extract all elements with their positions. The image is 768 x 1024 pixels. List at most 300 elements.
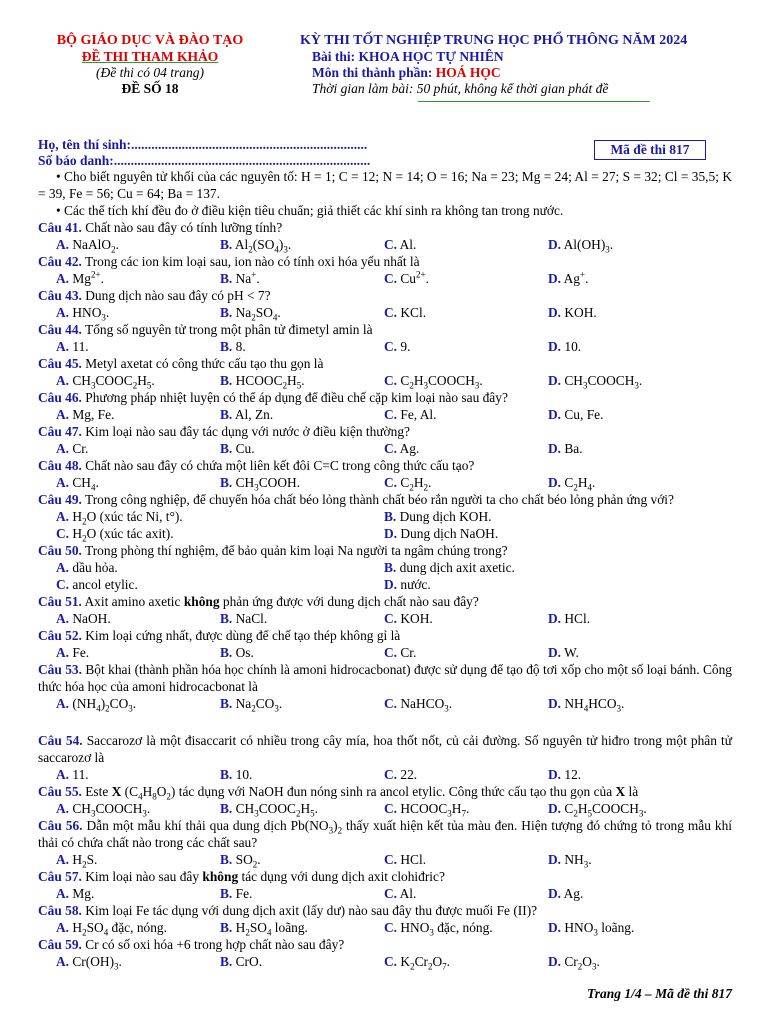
option-text: 8. xyxy=(232,339,246,354)
option-letter: B. xyxy=(220,475,233,490)
question-text: Este X $(C_4H_8O_2)$ tác dụng với NaOH đun nóng sinh ra ancol etylic. Công thức cấu tạo thu gọn của X là xyxy=(81,784,639,802)
answer-option xyxy=(56,695,220,712)
question xyxy=(38,936,732,970)
option-letter: C. xyxy=(384,441,398,456)
option-text: $CH_3COOCH_3$. xyxy=(561,373,643,391)
candidate-info xyxy=(38,137,370,169)
question-stem xyxy=(38,593,732,610)
option-text: $CH_4$. xyxy=(69,475,99,493)
option-letter: B. xyxy=(384,560,397,575)
answer-option xyxy=(548,406,712,423)
answer-option xyxy=(384,766,548,783)
answer-options xyxy=(38,851,732,868)
answer-option xyxy=(220,406,384,423)
option-text: Fe, Al. xyxy=(397,407,437,422)
answer-option xyxy=(548,372,712,389)
question-number: Câu 47. xyxy=(38,424,82,439)
answer-option xyxy=(220,695,384,712)
exam-subject xyxy=(300,65,750,81)
option-text: $Mg^{2+}$. xyxy=(69,269,104,286)
question-number: Câu 42. xyxy=(38,254,82,269)
answer-option xyxy=(56,440,220,457)
answer-option xyxy=(548,338,712,355)
answer-option xyxy=(220,885,384,902)
answer-option xyxy=(220,474,384,491)
option-text: Dung dịch NaOH. xyxy=(397,526,499,541)
question-number: Câu 54. xyxy=(38,733,83,748)
option-letter: D. xyxy=(384,526,398,541)
question xyxy=(38,732,732,783)
answer-option xyxy=(56,559,384,576)
answer-option xyxy=(384,610,548,627)
option-letter: C. xyxy=(384,339,398,354)
answer-option xyxy=(220,440,384,457)
option-letter: C. xyxy=(384,475,398,490)
answer-option xyxy=(220,270,384,287)
answer-option xyxy=(220,236,384,253)
answer-option xyxy=(220,304,384,321)
option-text: ancol etylic. xyxy=(69,577,138,592)
option-text: Al. xyxy=(397,237,417,252)
question xyxy=(38,627,732,661)
option-letter: C. xyxy=(384,611,398,626)
option-text: Na+. xyxy=(232,269,260,286)
option-text: 11. xyxy=(69,767,89,782)
option-text: $H_2O$ (xúc tác axit). xyxy=(69,526,174,544)
option-letter: A. xyxy=(56,852,70,867)
question-stem xyxy=(38,542,732,559)
question-text: Dẫn một mẫu khí thải qua dung dịch $Pb(NO_3)_2$ thấy xuất hiện kết tủa màu đen. Hiện tượng đó chứng tỏ trong mẫu khí thải có chứa chất nào trong các chất sau? xyxy=(38,818,732,850)
option-text: Dung dịch KOH. xyxy=(396,509,492,524)
answer-option xyxy=(548,440,712,457)
option-letter: A. xyxy=(56,373,70,388)
answer-options xyxy=(38,270,732,287)
question-stem xyxy=(38,389,732,406)
question-number: Câu 57. xyxy=(38,869,82,884)
option-letter: D. xyxy=(548,475,562,490)
question-stem xyxy=(38,457,732,474)
answer-option xyxy=(384,304,548,321)
question-text: Axit amino axetic không phản ứng được với dung dịch chất nào sau đây? xyxy=(81,594,479,609)
option-text: $Na_2SO_4$. xyxy=(232,305,281,323)
option-text: $HNO_3$. xyxy=(69,305,110,323)
option-letter: C. xyxy=(384,954,398,969)
option-letter: C. xyxy=(384,920,398,935)
question-number: Câu 49. xyxy=(38,492,82,507)
option-letter: B. xyxy=(220,645,233,660)
answer-option xyxy=(220,372,384,389)
answer-option xyxy=(56,766,220,783)
question-stem xyxy=(38,423,732,440)
question-text: Bột khai (thành phần hóa học chính là amoni hidrocacbonat) được sử dụng để tạo độ tơi xốp cho một số loại bánh. Công thức hóa học của amoni hidrocacbonat là xyxy=(38,662,733,694)
option-text: $H_2O$ (xúc tác Ni, t°). xyxy=(69,509,183,527)
option-letter: C. xyxy=(384,237,398,252)
candidate-id-field: Số báo danh:............................................................................ xyxy=(38,153,371,168)
option-letter: D. xyxy=(384,577,398,592)
option-letter: A. xyxy=(56,954,70,969)
pages-note: (Đề thi có 04 trang) xyxy=(96,65,204,80)
answer-option xyxy=(220,338,384,355)
answer-option xyxy=(56,644,220,661)
question xyxy=(38,868,732,902)
option-text: Os. xyxy=(232,645,254,660)
option-text: $K_2Cr_2O_7$. xyxy=(397,954,450,972)
question-text: Phương pháp nhiệt luyện có thể áp dụng để điều chế cặp kim loại nào sau đây? xyxy=(81,390,508,405)
question-text: Trong công nghiệp, để chuyển hóa chất béo lỏng thành chất béo rắn người ta cho chất béo lỏng phản ứng với? xyxy=(81,492,674,507)
conditions-note: • Các thể tích khí đều đo ở điều kiện tiêu chuẩn; giả thiết các khí sinh ra không tan trong nước. xyxy=(56,203,564,218)
answer-option xyxy=(548,644,712,661)
answer-option xyxy=(384,559,712,576)
question-stem xyxy=(38,491,732,508)
option-letter: B. xyxy=(220,373,233,388)
option-letter: A. xyxy=(56,560,70,575)
answer-option xyxy=(220,800,384,817)
question xyxy=(38,491,732,542)
question xyxy=(38,542,732,593)
answer-option xyxy=(384,953,548,970)
answer-options xyxy=(38,919,732,936)
option-letter: B. xyxy=(220,339,233,354)
answer-option xyxy=(384,644,548,661)
question-stem xyxy=(38,817,732,851)
question xyxy=(38,457,732,491)
option-letter: C. xyxy=(384,373,398,388)
exam-section: Bài thi: KHOA HỌC TỰ NHIÊN xyxy=(312,49,504,64)
question xyxy=(38,661,732,712)
option-letter: D. xyxy=(548,920,562,935)
answer-option xyxy=(384,576,712,593)
spacer xyxy=(38,712,732,732)
question xyxy=(38,253,732,287)
answer-options xyxy=(38,508,732,542)
answer-option xyxy=(548,766,712,783)
option-letter: C. xyxy=(384,696,398,711)
answer-option xyxy=(56,953,220,970)
question-stem xyxy=(38,355,732,372)
option-text: $C_2H_3COOCH_3$. xyxy=(397,373,483,391)
answer-option xyxy=(384,236,548,253)
option-text: Ag. xyxy=(397,441,420,456)
option-letter: A. xyxy=(56,920,70,935)
option-letter: B. xyxy=(220,920,233,935)
question xyxy=(38,355,732,389)
option-text: NaOH. xyxy=(69,611,111,626)
option-text: $CH_3COOCH_3$. xyxy=(69,801,151,819)
option-text: $NH_3$. xyxy=(561,852,592,870)
question-text: Cr có số oxi hóa +6 trong hợp chất nào sau đây? xyxy=(81,937,345,952)
option-letter: D. xyxy=(548,611,562,626)
option-text: CrO. xyxy=(232,954,263,969)
question-text: Dung dịch nào sau đây có pH < 7? xyxy=(81,288,271,303)
option-letter: B. xyxy=(384,509,397,524)
ministry-name: BỘ GIÁO DỤC VÀ ĐÀO TẠO xyxy=(56,33,244,48)
option-text: $Cu^{2+}$. xyxy=(397,269,429,286)
option-letter: C. xyxy=(56,526,70,541)
option-text: $Al_2(SO_4)_3$. xyxy=(232,237,292,255)
option-text: $Cr(OH)_3$. xyxy=(69,954,122,972)
option-letter: C. xyxy=(56,577,70,592)
option-letter: D. xyxy=(548,886,562,901)
option-text: $CH_3COOH$. xyxy=(232,475,301,493)
option-letter: A. xyxy=(56,611,70,626)
question xyxy=(38,783,732,817)
header-right xyxy=(300,33,750,97)
option-text: Ag. xyxy=(561,886,584,901)
option-text: dung dịch axit axetic. xyxy=(396,560,515,575)
option-text: Cu, Fe. xyxy=(561,407,604,422)
question xyxy=(38,817,732,868)
question-text: Tổng số nguyên tử trong một phân tử đimetyl amin là xyxy=(81,322,373,337)
option-letter: C. xyxy=(384,852,398,867)
question-stem xyxy=(38,253,732,270)
option-letter: B. xyxy=(220,852,233,867)
option-letter: B. xyxy=(220,801,233,816)
option-letter: B. xyxy=(220,305,233,320)
answer-option xyxy=(384,372,548,389)
question-number: Câu 56. xyxy=(38,818,83,833)
option-letter: C. xyxy=(384,305,398,320)
option-text: KOH. xyxy=(561,305,597,320)
question-stem xyxy=(38,287,732,304)
question-text: Saccarozơ là một đisaccarit có nhiều trong cây mía, hoa thốt nốt, củ cải đường. Số nguyên tử hiđro trong một phân tử saccarozơ là xyxy=(38,733,732,765)
option-text: $Al(OH)_3$. xyxy=(561,237,614,255)
option-letter: A. xyxy=(56,305,70,320)
option-text: HCl. xyxy=(397,852,427,867)
answer-option xyxy=(56,610,220,627)
answer-option xyxy=(384,851,548,868)
option-text: 22. xyxy=(397,767,418,782)
option-letter: D. xyxy=(548,645,562,660)
answer-option xyxy=(56,270,220,287)
option-text: 10. xyxy=(232,767,253,782)
option-text: $Na_2CO_3$. xyxy=(232,696,283,714)
exam-code-box: Mã đề thi 817 xyxy=(594,140,706,160)
option-letter: B. xyxy=(220,767,233,782)
option-text: KOH. xyxy=(397,611,433,626)
answer-option xyxy=(548,304,712,321)
question-text: Chất nào sau đây có chứa một liên kết đôi C=C trong công thức cấu tạo? xyxy=(81,458,475,473)
option-letter: B. xyxy=(220,886,233,901)
option-letter: B. xyxy=(220,237,233,252)
option-letter: A. xyxy=(56,441,70,456)
exam-body xyxy=(38,168,732,970)
option-text: $HNO_3$ loãng. xyxy=(561,920,635,938)
option-text: Cr. xyxy=(397,645,417,660)
exam-title: KỲ THI TỐT NGHIỆP TRUNG HỌC PHỔ THÔNG NĂM 2024 xyxy=(300,33,688,48)
option-text: Fe. xyxy=(69,645,90,660)
option-text: $H_2SO_4$ đặc, nóng. xyxy=(69,920,167,938)
answer-option xyxy=(56,525,384,542)
option-text: Al. xyxy=(397,886,417,901)
option-letter: A. xyxy=(56,339,70,354)
answer-options xyxy=(38,338,732,355)
option-text: 12. xyxy=(561,767,582,782)
answer-option xyxy=(384,508,712,525)
question-number: Câu 43. xyxy=(38,288,82,303)
option-text: $C_2H_4$. xyxy=(561,475,596,493)
option-letter: D. xyxy=(548,305,562,320)
option-letter: B. xyxy=(220,611,233,626)
option-letter: C. xyxy=(384,271,398,286)
question-number: Câu 59. xyxy=(38,937,82,952)
option-letter: A. xyxy=(56,801,70,816)
question-number: Câu 41. xyxy=(38,220,82,235)
question-text: Kim loại nào sau đây không tác dụng với dung dịch axit clohiđric? xyxy=(81,869,445,884)
answer-option xyxy=(384,474,548,491)
answer-options xyxy=(38,474,732,491)
option-text: Mg, Fe. xyxy=(69,407,115,422)
question-stem xyxy=(38,321,732,338)
answer-option xyxy=(548,800,712,817)
answer-option xyxy=(548,885,712,902)
subject-label: Môn thi thành phần: xyxy=(312,65,433,80)
option-letter: D. xyxy=(548,407,562,422)
option-letter: B. xyxy=(220,407,233,422)
option-letter: A. xyxy=(56,237,70,252)
answer-options xyxy=(38,440,732,457)
option-letter: D. xyxy=(548,801,562,816)
answer-options xyxy=(38,885,732,902)
answer-option xyxy=(56,800,220,817)
answer-options xyxy=(38,953,732,970)
option-letter: A. xyxy=(56,271,70,286)
question-number: Câu 45. xyxy=(38,356,82,371)
answer-options xyxy=(38,695,732,712)
answer-option xyxy=(56,919,220,936)
answer-option xyxy=(548,610,712,627)
answer-option xyxy=(220,953,384,970)
option-text: $H_2SO_4$ loãng. xyxy=(232,920,308,938)
option-letter: A. xyxy=(56,407,70,422)
question-text: Kim loại Fe tác dụng với dung dịch axit (lấy dư) nào sau đây thu được muối Fe (II)? xyxy=(81,903,538,918)
option-text: $H_2S$. xyxy=(69,852,98,870)
answer-options xyxy=(38,236,732,253)
answer-option xyxy=(56,851,220,868)
question-number: Câu 53. xyxy=(38,662,82,677)
question-stem xyxy=(38,732,732,766)
answer-options xyxy=(38,644,732,661)
option-text: $(NH_4)_2CO_3$. xyxy=(69,696,137,714)
answer-option xyxy=(384,338,548,355)
question-stem xyxy=(38,661,732,695)
answer-option xyxy=(220,610,384,627)
question-number: Câu 48. xyxy=(38,458,82,473)
question-stem xyxy=(38,627,732,644)
answer-option xyxy=(548,851,712,868)
answer-options xyxy=(38,559,732,593)
answer-options xyxy=(38,372,732,389)
question-text: Kim loại nào sau đây tác dụng với nước ở điều kiện thường? xyxy=(81,424,410,439)
reference-label: ĐỀ THI THAM KHẢO xyxy=(81,49,219,64)
page-footer: Trang 1/4 – Mã đề thi 817 xyxy=(586,986,732,1001)
question-number: Câu 51. xyxy=(38,594,82,609)
answer-option xyxy=(384,919,548,936)
option-text: Ag+. xyxy=(561,269,589,286)
option-letter: D. xyxy=(548,852,562,867)
option-text: $CH_3COOC_2H_5$. xyxy=(69,373,155,391)
option-text: Mg. xyxy=(69,886,95,901)
answer-option xyxy=(56,406,220,423)
header-divider xyxy=(418,101,650,102)
answer-option xyxy=(384,525,712,542)
answer-option xyxy=(56,372,220,389)
answer-options xyxy=(38,610,732,627)
option-letter: C. xyxy=(384,886,398,901)
answer-option xyxy=(384,800,548,817)
question-stem xyxy=(38,868,732,885)
answer-option xyxy=(384,406,548,423)
question xyxy=(38,423,732,457)
option-letter: C. xyxy=(384,767,398,782)
option-text: $C_2H_2$. xyxy=(397,475,432,493)
option-letter: D. xyxy=(548,271,562,286)
option-text: $HCOOC_3H_7$. xyxy=(397,801,470,819)
option-text: Ba. xyxy=(561,441,583,456)
option-text: $SO_2$. xyxy=(232,852,261,870)
answer-option xyxy=(384,885,548,902)
option-letter: D. xyxy=(548,767,562,782)
question xyxy=(38,389,732,423)
option-letter: D. xyxy=(548,696,562,711)
option-letter: B. xyxy=(220,441,233,456)
option-letter: B. xyxy=(220,954,233,969)
question-text: Metyl axetat có công thức cấu tạo thu gọn là xyxy=(81,356,324,371)
answer-option xyxy=(548,474,712,491)
option-text: $NH_4HCO_3$. xyxy=(561,696,625,714)
answer-option xyxy=(220,766,384,783)
option-letter: A. xyxy=(56,767,70,782)
question xyxy=(38,219,732,253)
option-text: nước. xyxy=(397,577,431,592)
answer-option xyxy=(56,474,220,491)
option-text: HCl. xyxy=(561,611,591,626)
answer-option xyxy=(56,576,384,593)
option-text: Cu. xyxy=(232,441,255,456)
question-number: Câu 44. xyxy=(38,322,82,337)
question-stem xyxy=(38,219,732,236)
question-stem xyxy=(38,783,732,800)
option-text: Al, Zn. xyxy=(232,407,274,422)
atomic-mass-note: • Cho biết nguyên tử khối của các nguyên tố: H = 1; C = 12; N = 14; O = 16; Na = 23; Mg = 24; Al = 27; S = 32; Cl = 35,5; K = 39, Fe = 56; Cu = 64; Ba = 137. xyxy=(38,169,732,201)
question-text: Trong phòng thí nghiệm, để bảo quản kim loại Na người ta ngâm chúng trong? xyxy=(81,543,508,558)
answer-option xyxy=(56,236,220,253)
option-text: Fe. xyxy=(232,886,253,901)
option-text: KCl. xyxy=(397,305,427,320)
option-letter: A. xyxy=(56,696,70,711)
question-number: Câu 50. xyxy=(38,543,82,558)
question-list xyxy=(38,219,732,970)
question xyxy=(38,902,732,936)
answer-option xyxy=(548,953,712,970)
option-text: dầu hỏa. xyxy=(69,560,118,575)
answer-option xyxy=(56,885,220,902)
answer-option xyxy=(548,236,712,253)
answer-option xyxy=(384,270,548,287)
answer-option xyxy=(384,440,548,457)
question-number: Câu 55. xyxy=(38,784,82,799)
option-letter: C. xyxy=(384,801,398,816)
option-text: 11. xyxy=(69,339,89,354)
question-number: Câu 52. xyxy=(38,628,82,643)
question-number: Câu 46. xyxy=(38,390,82,405)
answer-options xyxy=(38,406,732,423)
option-letter: D. xyxy=(548,954,562,969)
option-letter: A. xyxy=(56,475,70,490)
exam-number: ĐỀ SỐ 18 xyxy=(121,81,179,96)
answer-option xyxy=(548,270,712,287)
question xyxy=(38,287,732,321)
answer-option xyxy=(56,304,220,321)
